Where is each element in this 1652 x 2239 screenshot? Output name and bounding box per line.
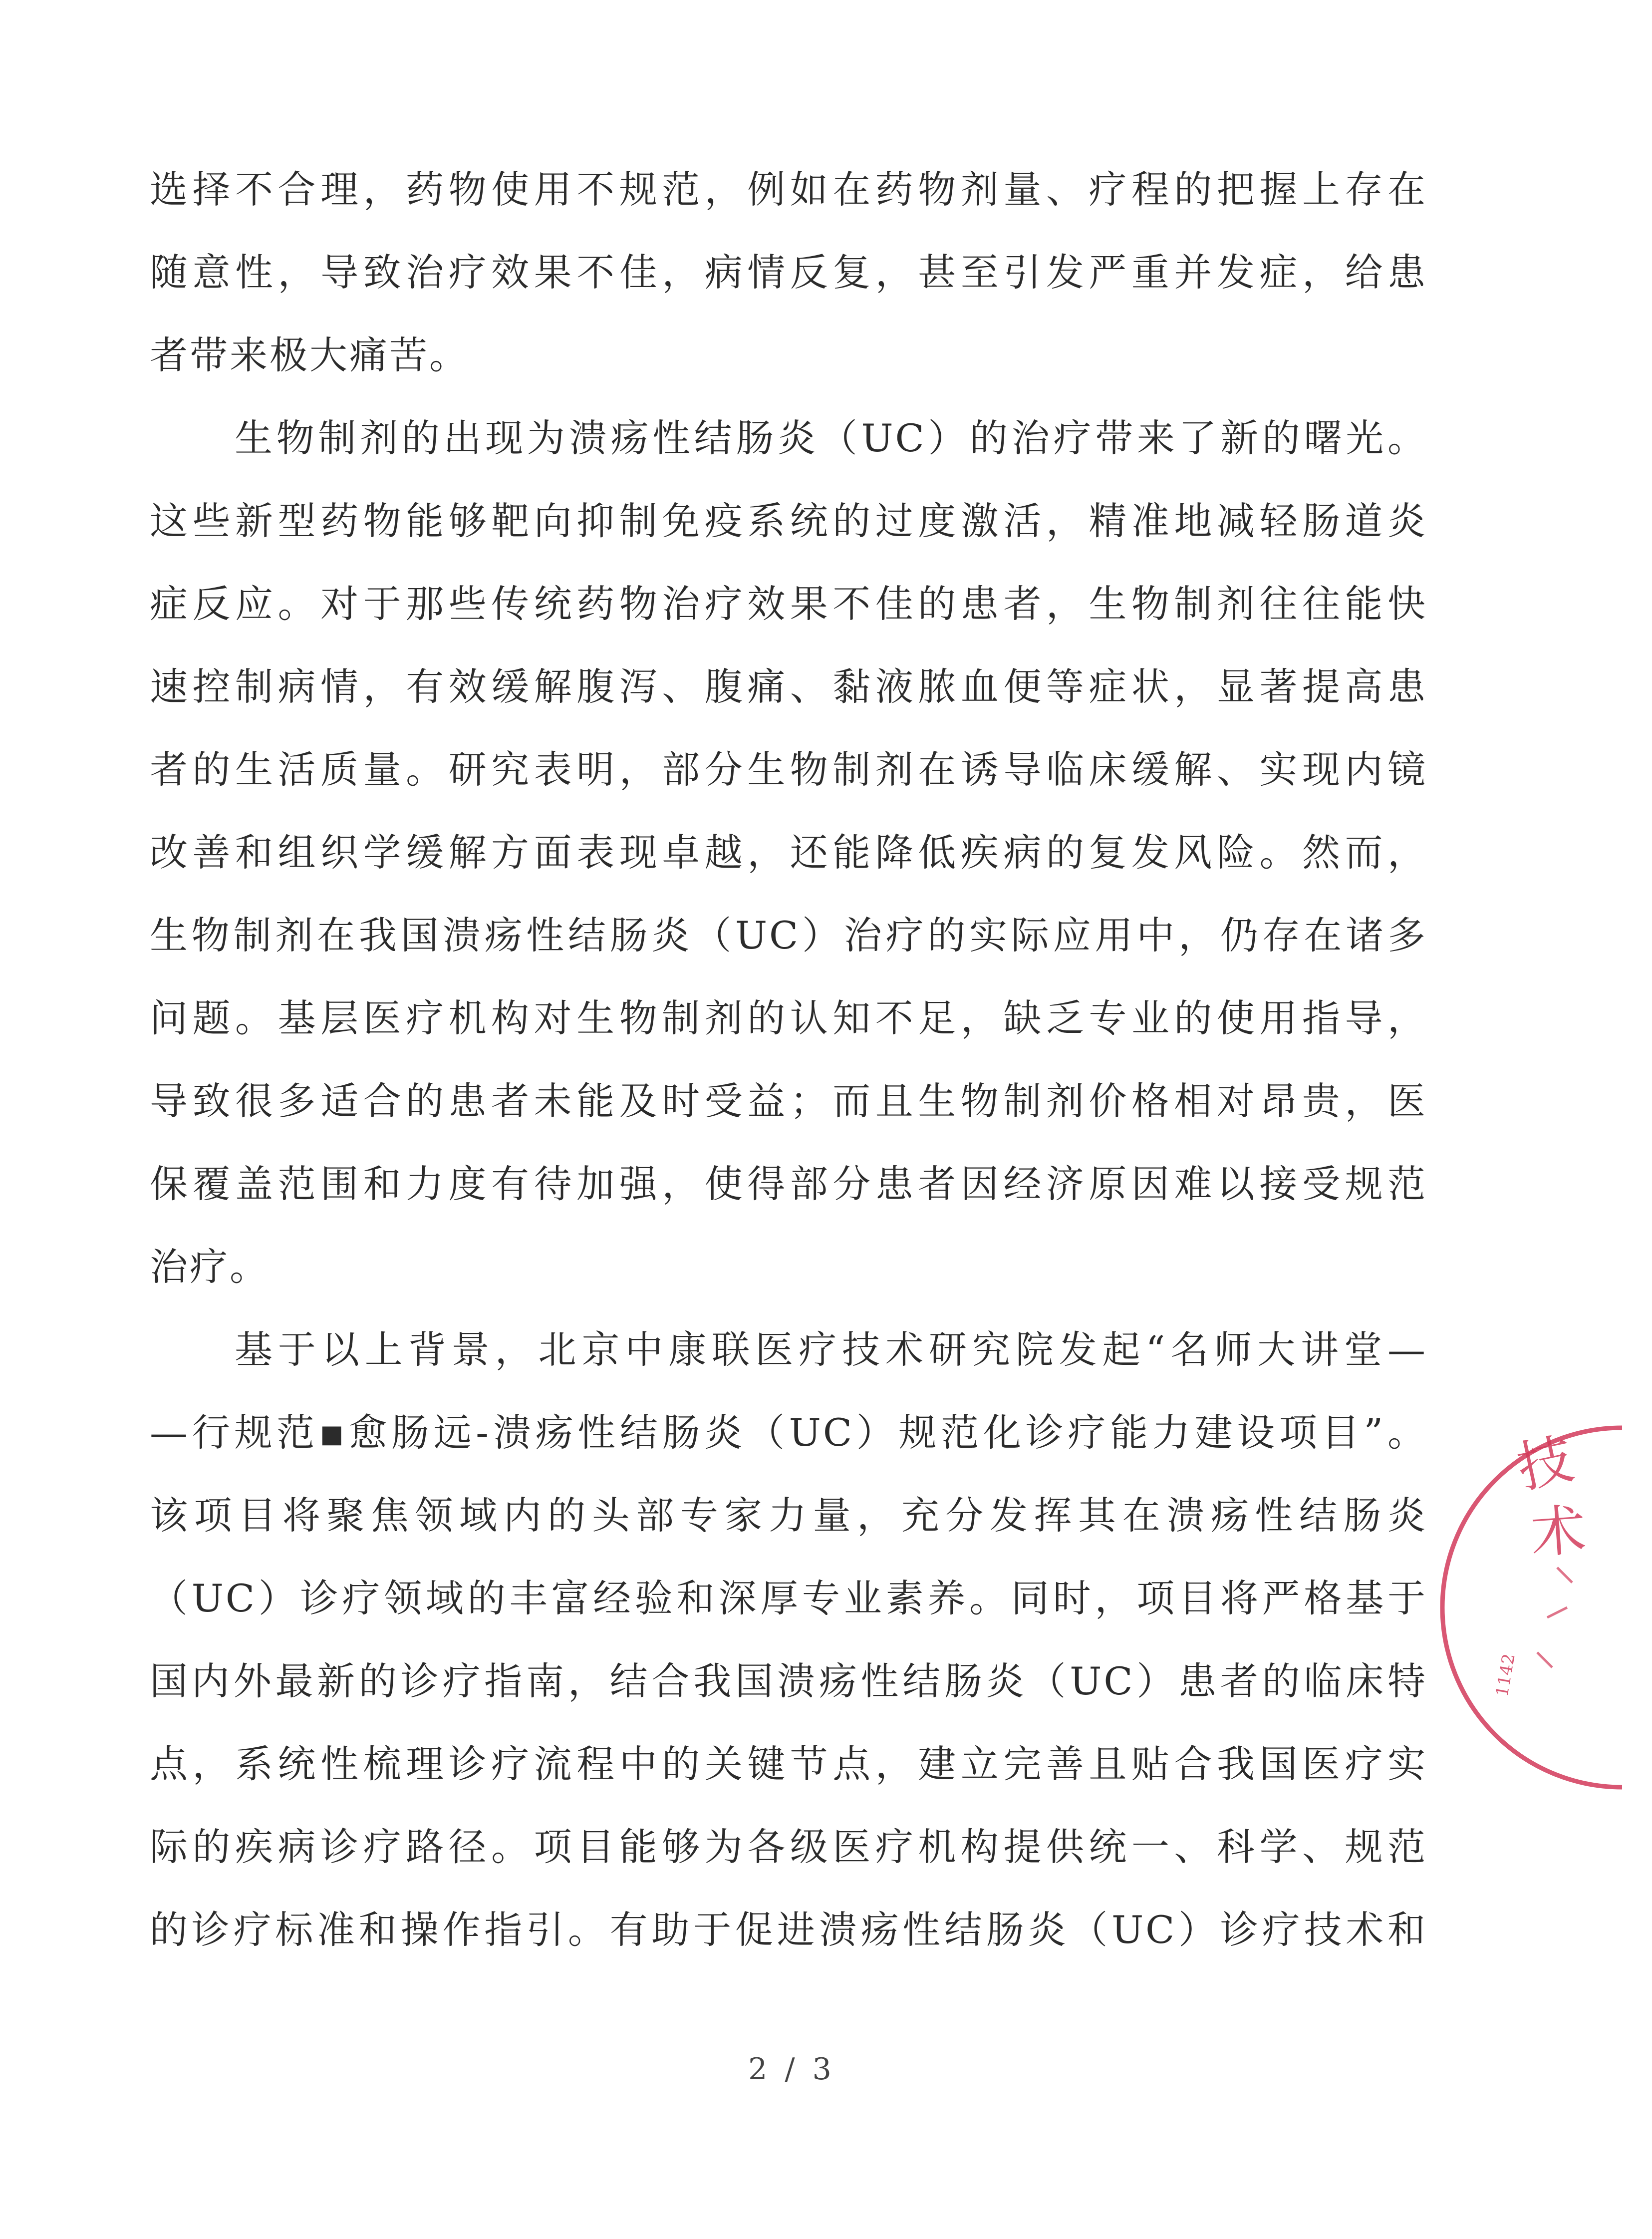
paragraph-line: 选择不合理，药物使用不规范，例如在药物剂量、疗程的把握上存在	[150, 167, 1427, 212]
paragraph-line: 改善和组织学缓解方面表现卓越，还能降低疾病的复发风险。然而，	[150, 830, 1427, 875]
paragraph-line: 生物制剂在我国溃疡性结肠炎（UC）治疗的实际应用中，仍存在诸多	[150, 913, 1427, 958]
paragraph-line: 生物制剂的出现为溃疡性结肠炎（UC）的治疗带来了新的曙光。	[235, 416, 1427, 460]
paragraph-line: 者的生活质量。研究表明，部分生物制剂在诱导临床缓解、实现内镜	[150, 747, 1427, 792]
svg-text:术: 术	[1528, 1498, 1588, 1566]
paragraph-line: 保覆盖范围和力度有待加强，使得部分患者因经济原因难以接受规范	[150, 1162, 1427, 1206]
svg-text:1142: 1142	[1492, 1652, 1519, 1698]
svg-text:技: 技	[1511, 1426, 1579, 1501]
paragraph-line: 速控制病情，有效缓解腹泻、腹痛、黏液脓血便等症状，显著提高患	[150, 664, 1427, 709]
paragraph-line: 导致很多适合的患者未能及时受益；而且生物制剂价格相对昂贵，医	[150, 1079, 1427, 1123]
paragraph-line: 国内外最新的诊疗指南，结合我国溃疡性结肠炎（UC）患者的临床特	[150, 1659, 1427, 1703]
paragraph-line: 基于以上背景，北京中康联医疗技术研究院发起“名师大讲堂—	[235, 1327, 1427, 1372]
paragraph-line: 症反应。对于那些传统药物治疗效果不佳的患者，生物制剂往往能快	[150, 582, 1427, 626]
paragraph-line: 者带来极大痛苦。	[150, 333, 469, 377]
paragraph-line: 的诊疗标准和操作指引。有助于促进溃疡性结肠炎（UC）诊疗技术和	[150, 1908, 1427, 1952]
paragraph-line: 随意性，导致治疗效果不佳，病情反复，甚至引发严重并发症，给患	[150, 250, 1427, 295]
paragraph-line: 该项目将聚焦领域内的头部专家力量，充分发挥其在溃疡性结肠炎	[150, 1493, 1427, 1538]
paragraph-line: —行规范▪愈肠远-溃疡性结肠炎（UC）规范化诊疗能力建设项目”。	[150, 1410, 1427, 1455]
paragraph-line: （UC）诊疗领域的丰富经验和深厚专业素养。同时，项目将严格基于	[150, 1576, 1427, 1620]
paragraph-line: 际的疾病诊疗路径。项目能够为各级医疗机构提供统一、科学、规范	[150, 1825, 1427, 1869]
paragraph-line: 问题。基层医疗机构对生物制剂的认知不足，缺乏专业的使用指导，	[150, 996, 1427, 1040]
paragraph-line: 治疗。	[150, 1245, 270, 1289]
paragraph-line: 点，系统性梳理诊疗流程中的关键节点，建立完善且贴合我国医疗实	[150, 1742, 1427, 1786]
paragraph-line: 这些新型药物能够靶向抑制免疫系统的过度激活，精准地减轻肠道炎	[150, 499, 1427, 543]
page-number: 2 / 3	[748, 2052, 835, 2087]
official-seal-stamp	[1492, 1418, 1652, 1797]
